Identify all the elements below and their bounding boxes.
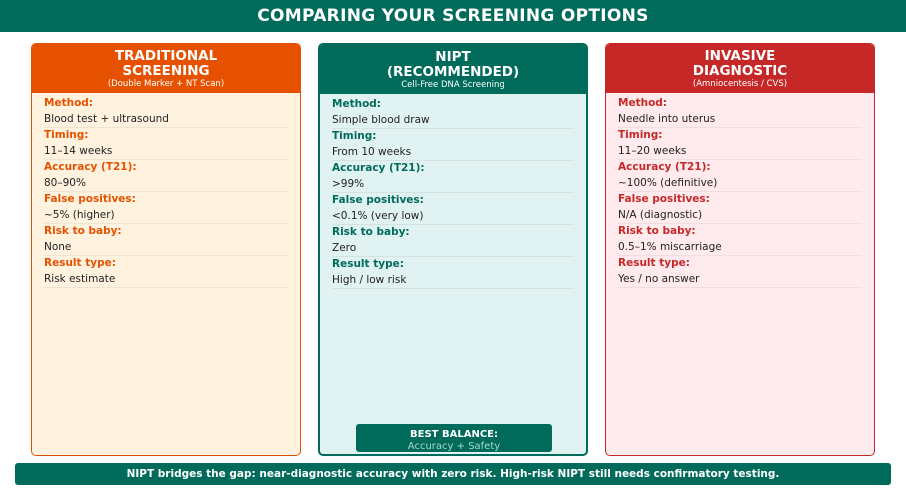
row-value: Risk estimate <box>44 273 116 285</box>
row-label: Result type: <box>618 257 690 269</box>
page-header <box>0 0 906 32</box>
row-false-positives <box>44 192 288 224</box>
row-accuracy <box>44 160 288 192</box>
row-risk-to-baby <box>332 225 574 257</box>
row-timing <box>44 128 288 160</box>
row-label: Timing: <box>618 129 663 141</box>
row-value: ~5% (higher) <box>44 209 115 221</box>
row-value: High / low risk <box>332 274 407 286</box>
row-label: False positives: <box>332 194 424 206</box>
row-result-type <box>332 257 574 289</box>
row-value: Simple blood draw <box>332 114 430 126</box>
row-value: 0.5–1% miscarriage <box>618 241 722 253</box>
card-invasive-diagnostic <box>605 43 875 456</box>
row-method <box>332 97 574 129</box>
footer-text: NIPT bridges the gap: near-diagnostic accuracy with zero risk. High-risk NIPT still needs confirmatory testing. <box>126 468 780 480</box>
card-nipt <box>318 43 588 456</box>
row-timing <box>332 129 574 161</box>
best-balance-badge <box>356 424 552 452</box>
card-rows <box>32 93 300 288</box>
row-label: Risk to baby: <box>332 226 410 238</box>
card-title: NIPT (RECOMMENDED) <box>386 49 520 80</box>
card-header <box>32 44 300 93</box>
row-value: >99% <box>332 178 365 190</box>
row-risk-to-baby <box>618 224 862 256</box>
row-result-type <box>618 256 862 288</box>
row-label: Method: <box>332 98 381 110</box>
card-traditional-screening <box>31 43 301 456</box>
row-label: Risk to baby: <box>618 225 696 237</box>
row-result-type <box>44 256 288 288</box>
card-header <box>606 44 874 93</box>
row-false-positives <box>618 192 862 224</box>
row-label: Method: <box>618 97 667 109</box>
row-value: Blood test + ultrasound <box>44 113 169 125</box>
card-rows <box>606 93 874 288</box>
row-label: Accuracy (T21): <box>618 161 711 173</box>
row-value: ~100% (definitive) <box>618 177 718 189</box>
row-label: Accuracy (T21): <box>44 161 137 173</box>
row-value: Yes / no answer <box>618 273 700 285</box>
footer-banner <box>15 463 891 485</box>
page-title: COMPARING YOUR SCREENING OPTIONS <box>257 6 649 26</box>
row-value: None <box>44 241 72 253</box>
row-label: Timing: <box>44 129 89 141</box>
card-title: TRADITIONAL SCREENING <box>114 48 218 79</box>
row-value: 11–20 weeks <box>618 145 687 157</box>
row-value: <0.1% (very low) <box>332 210 424 222</box>
row-value: N/A (diagnostic) <box>618 209 703 221</box>
badge-title: BEST BALANCE: <box>410 429 498 440</box>
row-label: Timing: <box>332 130 377 142</box>
card-title: INVASIVE DIAGNOSTIC <box>692 48 788 79</box>
row-label: False positives: <box>44 193 136 205</box>
card-header <box>320 45 586 94</box>
row-value: 11–14 weeks <box>44 145 113 157</box>
row-accuracy <box>332 161 574 193</box>
card-subtitle: Cell-Free DNA Screening <box>401 80 505 90</box>
row-risk-to-baby <box>44 224 288 256</box>
card-subtitle: (Double Marker + NT Scan) <box>107 79 225 89</box>
row-value: From 10 weeks <box>332 146 412 158</box>
row-label: False positives: <box>618 193 710 205</box>
row-label: Result type: <box>44 257 116 269</box>
row-method <box>618 96 862 128</box>
row-false-positives <box>332 193 574 225</box>
card-rows <box>320 94 586 289</box>
row-label: Result type: <box>332 258 404 270</box>
row-label: Accuracy (T21): <box>332 162 425 174</box>
row-label: Risk to baby: <box>44 225 122 237</box>
badge-subtitle: Accuracy + Safety <box>407 441 501 452</box>
row-label: Method: <box>44 97 93 109</box>
row-accuracy <box>618 160 862 192</box>
row-value: 80–90% <box>44 177 86 189</box>
row-timing <box>618 128 862 160</box>
row-value: Needle into uterus <box>618 113 716 125</box>
row-method <box>44 96 288 128</box>
card-subtitle: (Amniocentesis / CVS) <box>692 79 788 89</box>
row-value: Zero <box>332 242 357 254</box>
